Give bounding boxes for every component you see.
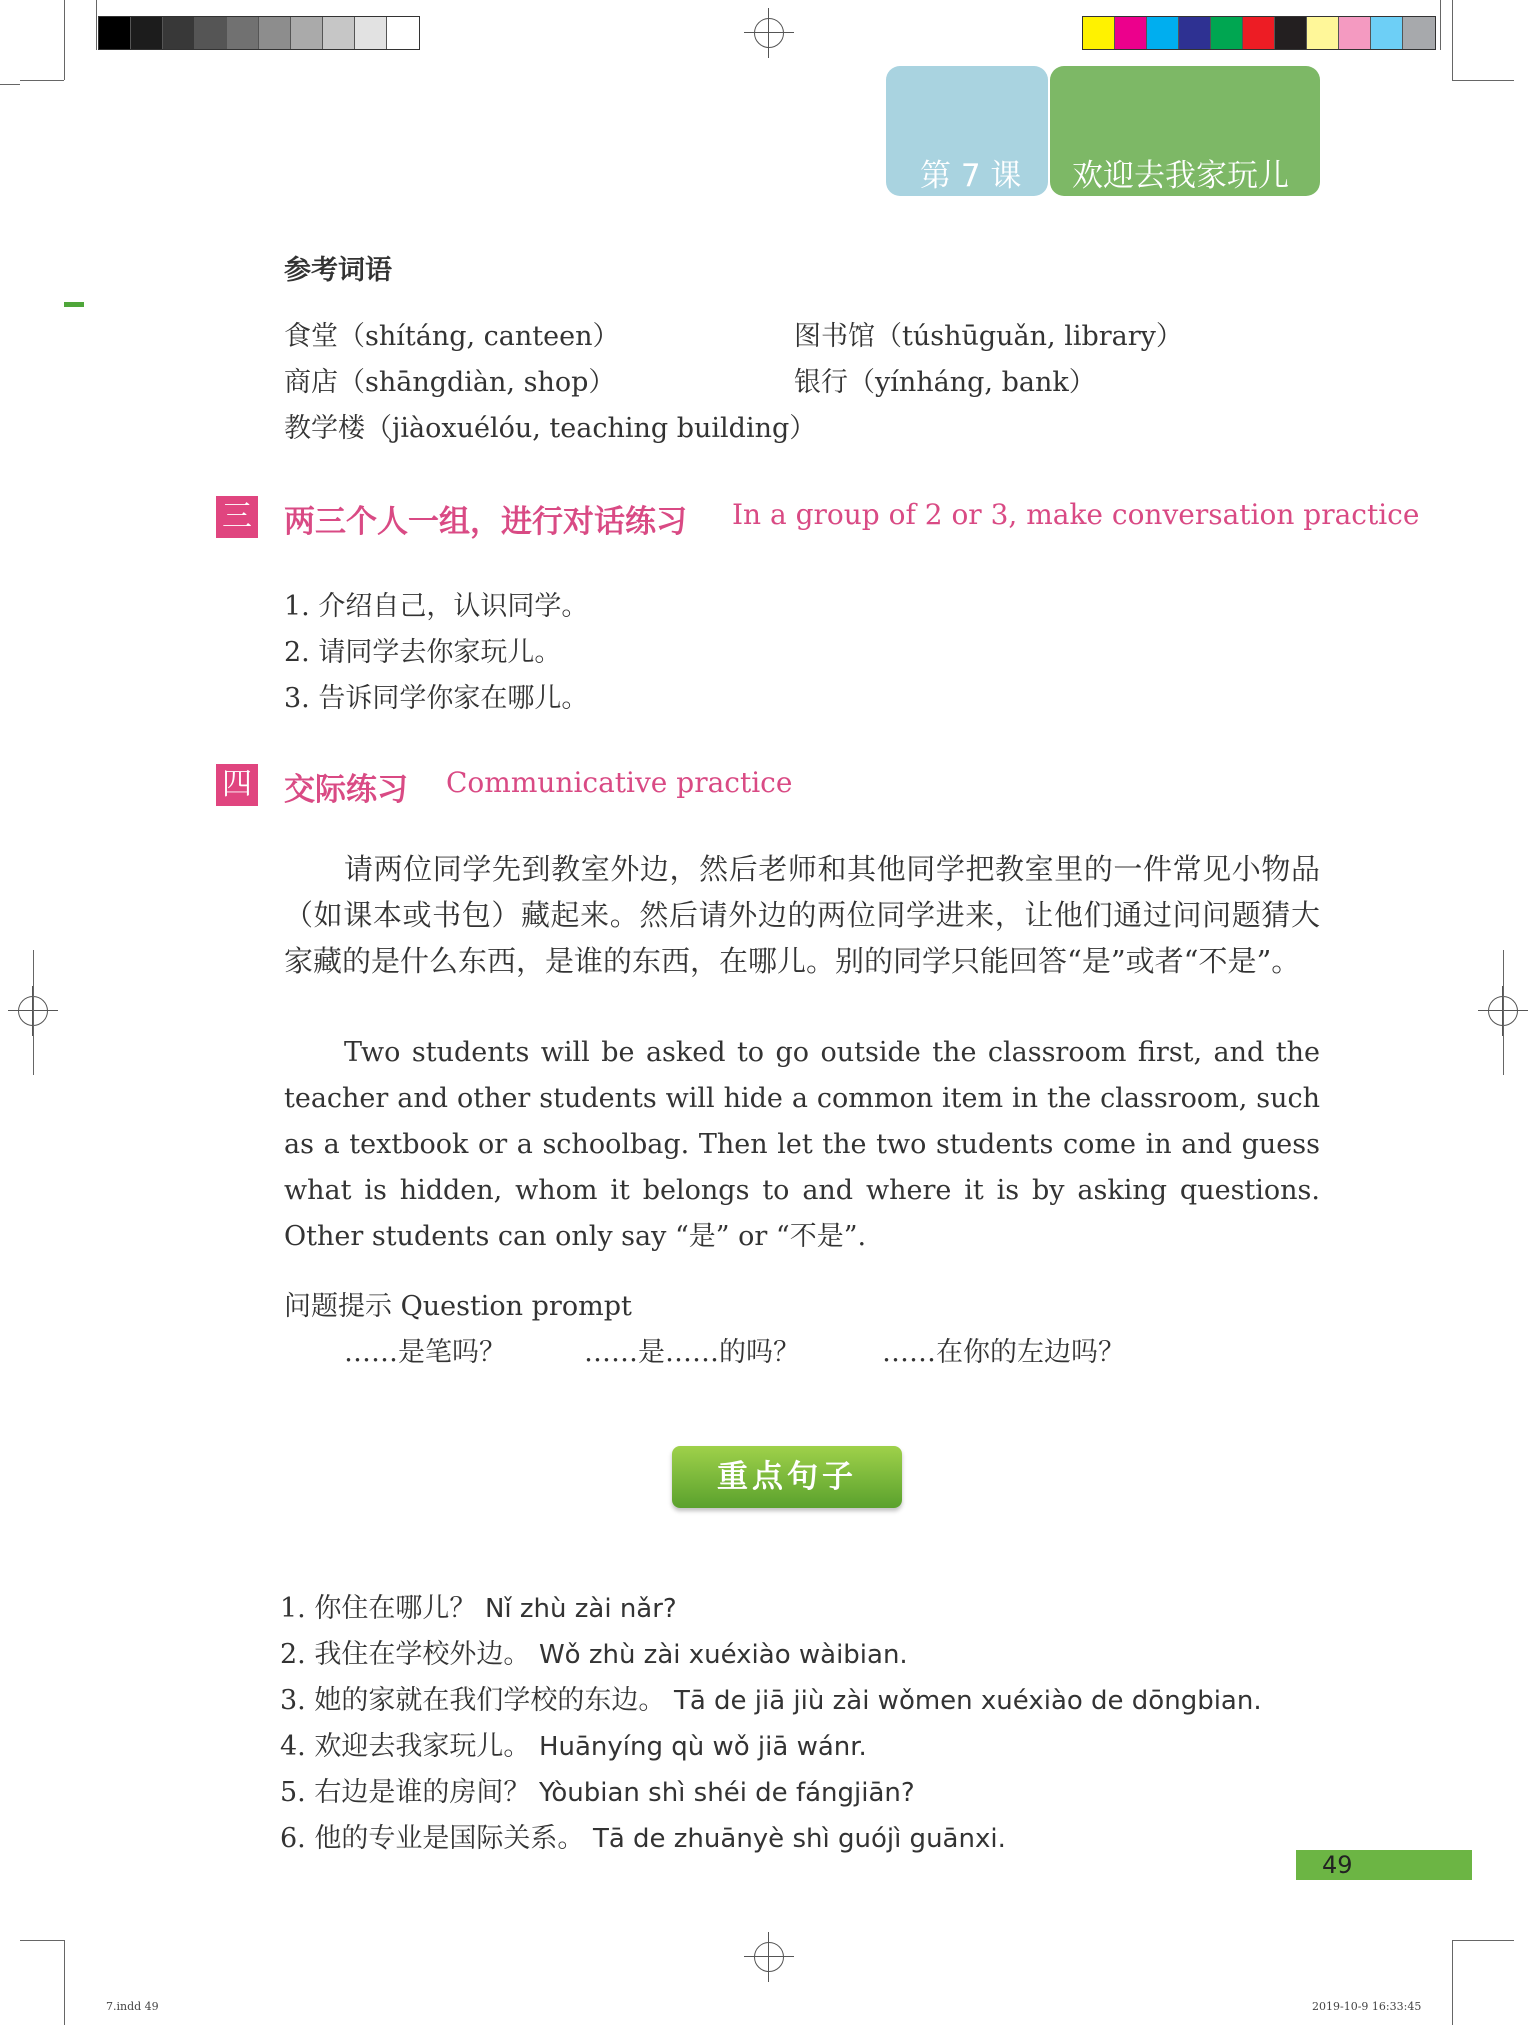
reference-word-item: 银行（yínháng, bank）: [794, 367, 1096, 398]
question-prompt: ……是笔吗？: [344, 1337, 506, 1368]
section-number-badge: 三: [216, 496, 258, 538]
key-sentence-pinyin: Tā de zhuānyè shì guójì guānxi.: [592, 1824, 1006, 1854]
instructions-cn: [284, 846, 1320, 984]
key-sentence: [280, 1632, 908, 1671]
color-swatch: [355, 17, 387, 49]
crop-mark: [20, 1940, 64, 1941]
color-swatch: [1339, 17, 1371, 49]
color-swatch: [163, 17, 195, 49]
color-swatch: [1211, 17, 1243, 49]
color-swatch: [131, 17, 163, 49]
color-swatch: [99, 17, 131, 49]
instructions-en: Two students will be asked to go outside the classroom first, and the teacher and other students will hide a common item in the classroom, such as a textbook or a schoolbag. Then let the two students come in and guess what is hidden, whom it belongs to and where it is by asking questions. Other students can only say “是” or “不是”.: [284, 1037, 1320, 1252]
question-prompt: ……是……的吗？: [584, 1337, 800, 1368]
gray-swatch-strip: [98, 16, 420, 50]
key-sentence-cn: 4. 欢迎去我家玩儿。: [280, 1731, 531, 1762]
reference-word-item: 教学楼（jiàoxuélóu, teaching building）: [284, 413, 817, 444]
question-prompt: ……在你的左边吗？: [882, 1337, 1125, 1368]
key-sentence-pinyin: Yòubian shì shéi de fángjiān?: [538, 1778, 915, 1808]
crop-mark: [64, 1940, 65, 2025]
crop-mark: [1452, 1940, 1453, 2025]
reference-word-item: 商店（shāngdiàn, shop）: [284, 367, 616, 398]
color-swatch: [1275, 17, 1307, 49]
crop-mark: [1440, 0, 1441, 50]
list-item: 3. 告诉同学你家在哪儿。: [284, 683, 589, 714]
reference-word-item: 食堂（shítáng, canteen）: [284, 321, 620, 352]
crop-mark: [1503, 950, 1504, 1075]
crop-mark: [1452, 1940, 1514, 1941]
crop-mark: [1452, 0, 1453, 80]
key-sentences-banner: 重点句子: [672, 1446, 902, 1508]
key-sentence: [280, 1586, 677, 1625]
key-sentence-cn: 1. 你住在哪儿？: [280, 1593, 477, 1624]
color-swatch-strip: [1082, 16, 1436, 50]
key-sentence-cn: 5. 右边是谁的房间？: [280, 1777, 531, 1808]
color-swatch: [1147, 17, 1179, 49]
key-sentence-cn: 2. 我住在学校外边。: [280, 1639, 531, 1670]
lesson-number-label: 第 7 课: [920, 158, 1022, 194]
list-item: 2. 请同学去你家玩儿。: [284, 637, 562, 668]
registration-mark-top: [744, 8, 794, 58]
crop-mark: [96, 0, 97, 50]
crop-mark: [33, 950, 34, 1075]
registration-mark-bottom: [744, 1932, 794, 1982]
section-title-en: Communicative practice: [446, 766, 793, 799]
crop-mark: [1452, 80, 1514, 81]
instructions-cn-text: 请两位同学先到教室外边，然后老师和其他同学把教室里的一件常见小物品（如课本或书包）藏起来。然后请外边的两位同学进来，让他们通过问问题猜大家藏的是什么东西，是谁的东西，在哪儿。别的同学只能回答“是”或者“不是”。: [284, 852, 1320, 978]
color-swatch: [1371, 17, 1403, 49]
color-swatch: [1083, 17, 1115, 49]
question-prompt-heading: 问题提示 Question prompt: [284, 1291, 632, 1322]
footer-filename: 7.indd 49: [106, 2000, 159, 2013]
color-swatch: [1115, 17, 1147, 49]
section-title-cn: 交际练习: [284, 772, 408, 808]
lesson-title-label: 欢迎去我家玩儿: [1072, 158, 1289, 194]
key-sentence-pinyin: Nǐ zhù zài nǎr?: [484, 1594, 677, 1624]
color-swatch: [1179, 17, 1211, 49]
key-sentence: [280, 1770, 915, 1809]
key-sentence: [280, 1724, 867, 1763]
color-swatch: [1307, 17, 1339, 49]
crop-mark: [64, 0, 65, 80]
margin-marker: [64, 302, 84, 307]
color-swatch: [1403, 17, 1435, 49]
key-sentence: [280, 1816, 1006, 1855]
list-item: 1. 介绍自己，认识同学。: [284, 591, 589, 622]
crop-mark: [20, 80, 64, 81]
key-sentence-cn: 3. 她的家就在我们学校的东边。: [280, 1685, 666, 1716]
key-sentence: [280, 1678, 1262, 1717]
color-swatch: [323, 17, 355, 49]
key-sentence-pinyin: Wǒ zhù zài xuéxiào wàibian.: [538, 1640, 908, 1670]
color-swatch: [195, 17, 227, 49]
section-number-badge: 四: [216, 764, 258, 806]
section-title-en: In a group of 2 or 3, make conversation practice: [732, 498, 1420, 531]
lesson-title-tab: [1050, 66, 1320, 196]
crop-mark: [0, 84, 20, 85]
key-sentence-pinyin: Huānyíng qù wǒ jiā wánr.: [538, 1732, 867, 1762]
lesson-number-tab: [886, 66, 1048, 196]
reference-word-item: 图书馆（túshūguǎn, library）: [794, 321, 1183, 352]
section-title-cn: 两三个人一组，进行对话练习: [284, 504, 687, 540]
footer-timestamp: 2019-10-9 16:33:45: [1312, 2000, 1422, 2013]
key-sentence-pinyin: Tā de jiā jiù zài wǒmen xuéxiào de dōngbian.: [673, 1686, 1262, 1716]
reference-words-heading: 参考词语: [284, 255, 392, 286]
page-number: 49: [1296, 1850, 1472, 1880]
color-swatch: [387, 17, 419, 49]
key-sentence-cn: 6. 他的专业是国际关系。: [280, 1823, 585, 1854]
color-swatch: [259, 17, 291, 49]
color-swatch: [291, 17, 323, 49]
color-swatch: [227, 17, 259, 49]
color-swatch: [1243, 17, 1275, 49]
